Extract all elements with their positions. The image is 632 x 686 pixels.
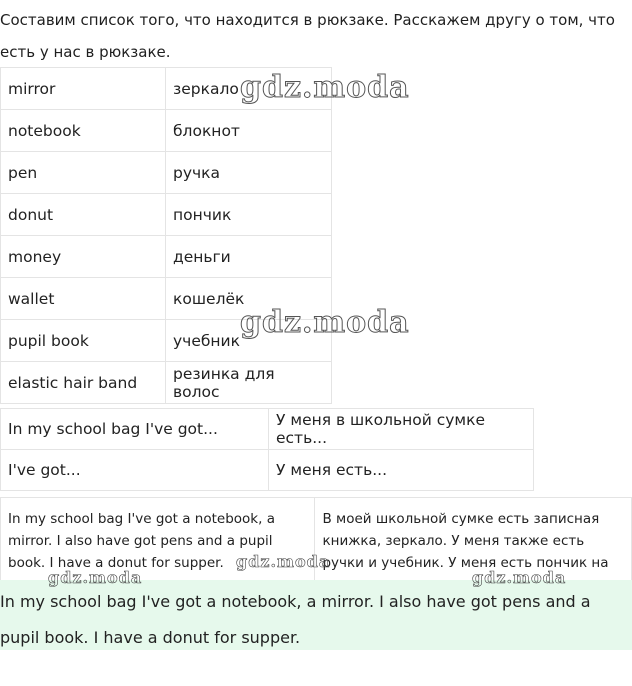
table-row — [1, 68, 332, 110]
table-row — [1, 110, 332, 152]
watermark-logo: gdz.moda — [48, 568, 143, 587]
english-word: donut — [1, 194, 166, 236]
english-word: notebook — [1, 110, 166, 152]
table-row — [1, 409, 534, 450]
table-row — [1, 278, 332, 320]
english-phrase: I've got... — [1, 450, 269, 491]
russian-word: ручка — [166, 152, 332, 194]
russian-word: блокнот — [166, 110, 332, 152]
table-row — [1, 152, 332, 194]
table-row — [1, 320, 332, 362]
answer-block: In my school bag I've got a notebook, a mirror. I also have got pens and a pupil book. I have a donut for supper. — [0, 580, 632, 650]
english-word: elastic hair band — [1, 362, 166, 404]
english-word: pupil book — [1, 320, 166, 362]
table-row — [1, 450, 534, 491]
phrases-table — [0, 408, 534, 491]
task-description: Составим список того, что находится в рюкзаке. Расскажем другу о том, что есть у нас в рюкзаке. — [0, 11, 615, 61]
english-word: money — [1, 236, 166, 278]
table-row — [1, 194, 332, 236]
russian-word: резинка для волос — [166, 362, 332, 404]
watermark-logo: gdz.moda — [472, 568, 567, 587]
table-row — [1, 236, 332, 278]
russian-word: деньги — [166, 236, 332, 278]
table-row — [1, 362, 332, 404]
english-phrase: In my school bag I've got... — [1, 409, 269, 450]
english-example: In my school bag I've got a notebook, a mirror. I also have got pens and a pupil book. I have a donut for supper. — [1, 498, 315, 597]
russian-example: В моей школьной сумке есть записная книжка, зеркало. У меня также есть ручки и учебник. У меня есть пончик на — [315, 498, 632, 597]
russian-word: зеркало — [166, 68, 332, 110]
russian-word: пончик — [166, 194, 332, 236]
russian-word: учебник — [166, 320, 332, 362]
russian-phrase: У меня есть... — [269, 450, 534, 491]
russian-phrase: У меня в школьной сумке есть... — [269, 409, 534, 450]
english-word: mirror — [1, 68, 166, 110]
vocabulary-table — [0, 67, 332, 404]
watermark-logo: gdz.moda — [236, 552, 331, 571]
watermark-logo: gdz.moda — [240, 305, 410, 340]
russian-word: кошелёк — [166, 278, 332, 320]
watermark-logo: gdz.moda — [240, 70, 410, 105]
english-word: pen — [1, 152, 166, 194]
english-word: wallet — [1, 278, 166, 320]
